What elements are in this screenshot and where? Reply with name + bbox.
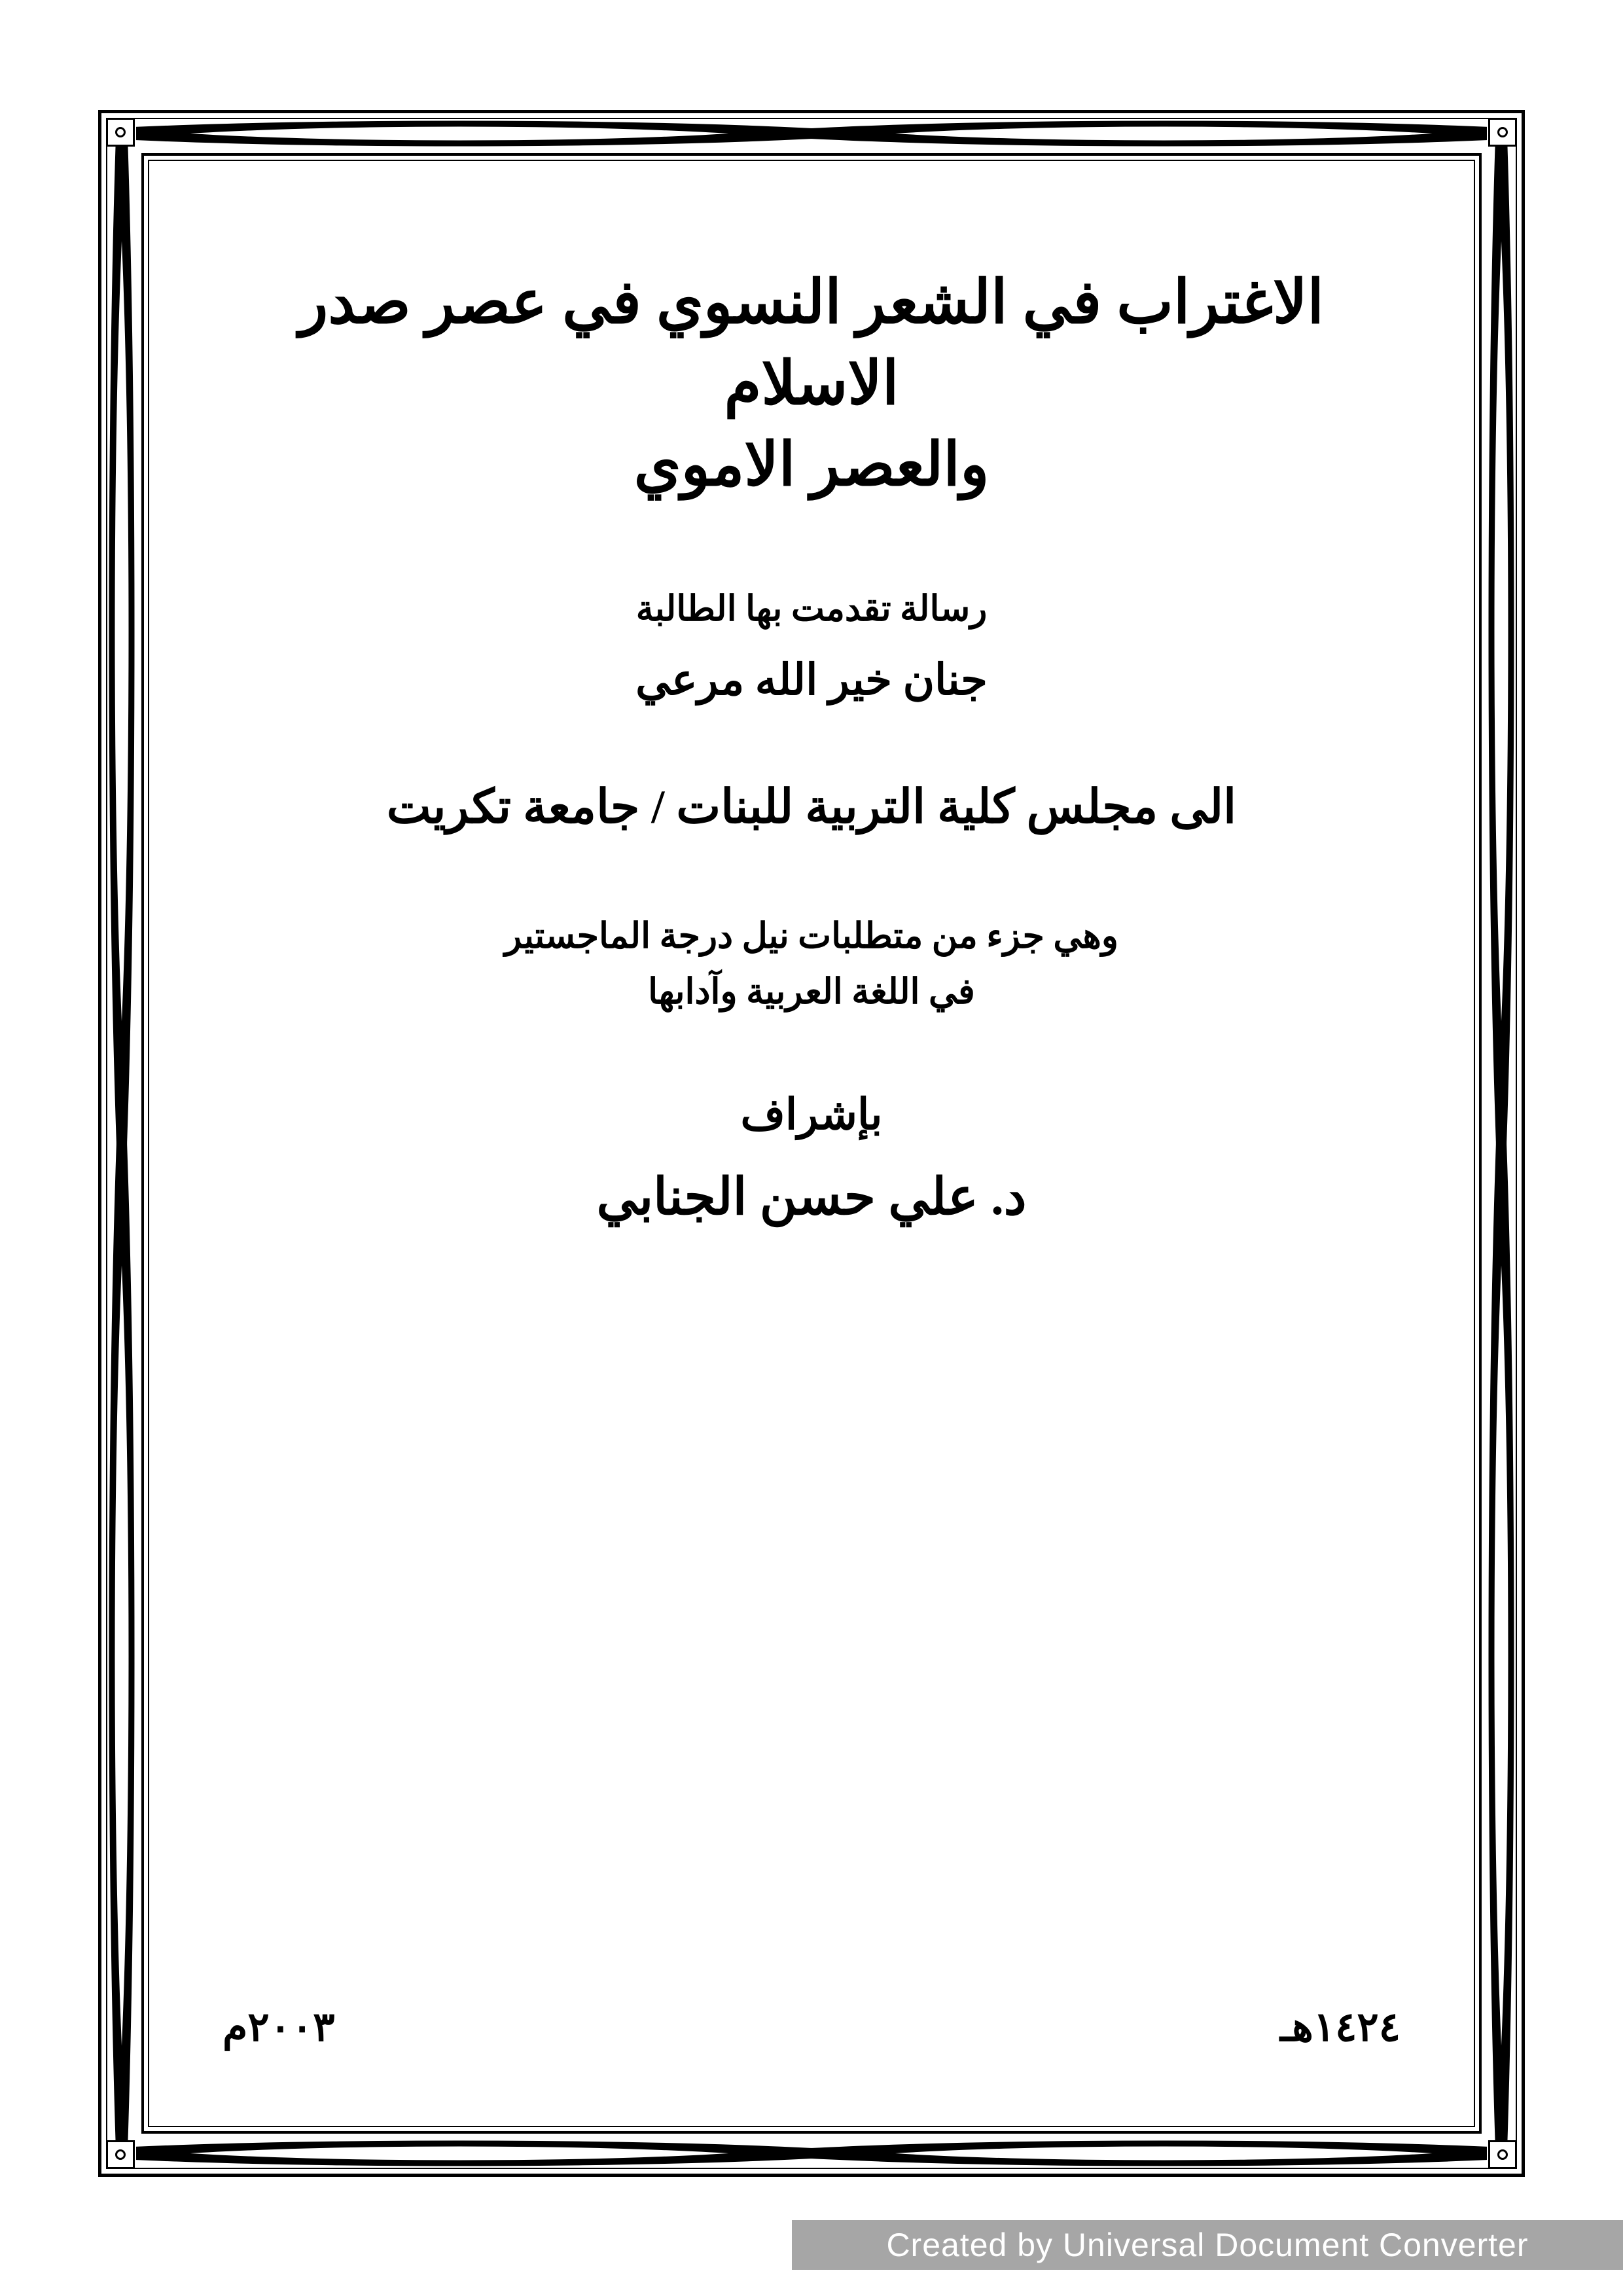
page-title	[236, 262, 1387, 506]
watermark-banner: Created by Universal Document Converter	[792, 2220, 1623, 2270]
border-band-bottom	[107, 2139, 1516, 2168]
border-band-left	[107, 119, 136, 2168]
supervision-label: بإشراف	[740, 1090, 883, 1139]
border-corner-bottom-left-icon	[106, 2140, 135, 2169]
title-page-content	[196, 262, 1427, 1233]
college-council-line: الى مجلس كلية التربية للبنات / جامعة تكريت	[386, 780, 1237, 833]
degree-requirement-line-1: وهي جزء من متطلبات نيل درجة الماجستير	[505, 916, 1118, 956]
spacer	[196, 840, 1427, 910]
submitted-by-label: رسالة تقدمت بها الطالبة	[635, 588, 988, 628]
border-band-top	[107, 119, 1516, 148]
date-hijri: ١٤٢٤هـ	[1279, 2005, 1400, 2050]
supervisor-name: د. علي حسن الجنابي	[596, 1168, 1027, 1226]
spacer	[196, 1017, 1427, 1085]
spacer	[196, 506, 1427, 584]
student-name: جنان خير الله مرعي	[635, 656, 988, 705]
degree-requirement-line-2: في اللغة العربية وآدابها	[648, 971, 975, 1011]
date-row	[223, 2003, 1400, 2051]
border-corner-top-left-icon	[106, 118, 135, 147]
border-corner-bottom-right-icon	[1488, 2140, 1517, 2169]
spacer	[196, 711, 1427, 774]
page-title-line-2: والعصر الاموي	[633, 431, 990, 499]
border-band-right	[1487, 119, 1516, 2168]
border-corner-top-right-icon	[1488, 118, 1517, 147]
page-title-line-1: الاغتراب في الشعر النسوي في عصر صدر الاسلام	[298, 269, 1325, 418]
date-gregorian: ٢٠٠٣م	[223, 2005, 335, 2050]
